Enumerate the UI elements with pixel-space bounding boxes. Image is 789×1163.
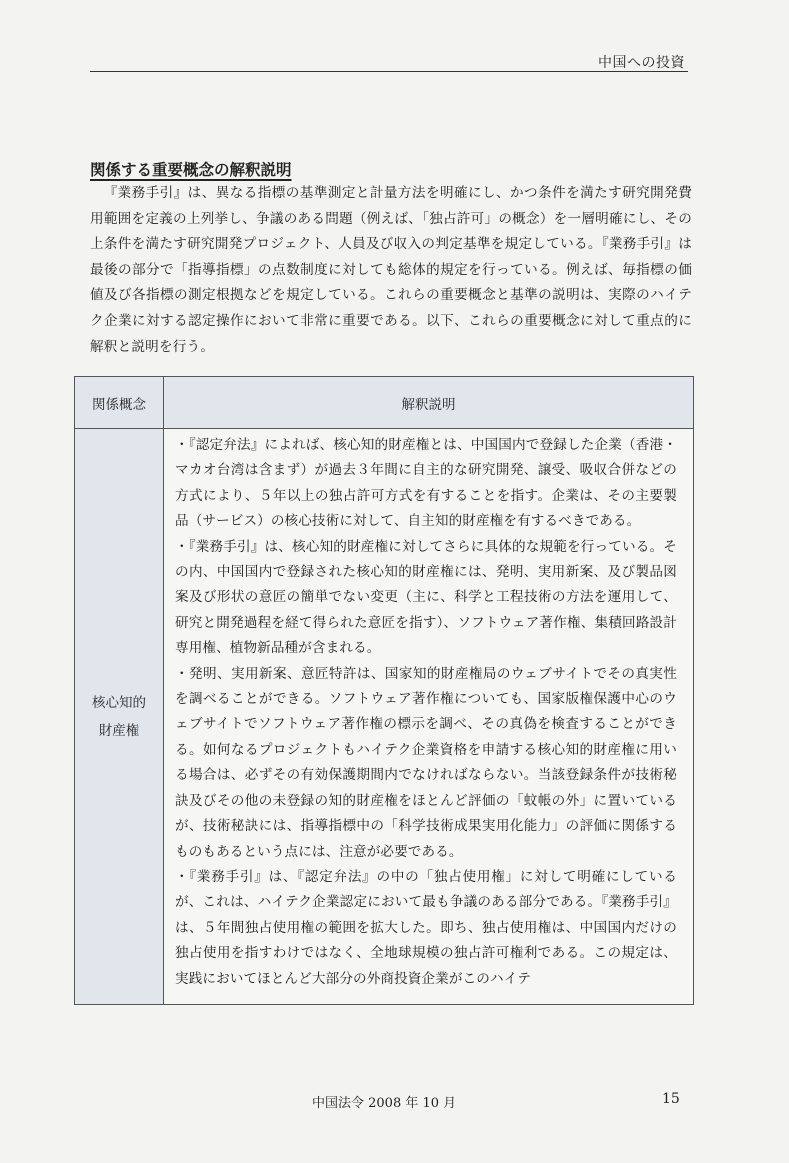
column-header-explanation: 解釈説明 (164, 377, 694, 429)
header-rule (90, 71, 688, 72)
section-heading: 関係する重要概念の解釈説明 (90, 161, 292, 179)
running-header-title: 中国への投資 (598, 55, 685, 71)
intro-paragraph: 『業務手引』は、異なる指標の基準測定と計量方法を明確にし、かつ条件を満たす研究開発費用範囲を定義の上列挙し、争議のある問題（例えば、「独占許可」の概念）を一層明確にし、その上条件を満たす研究開発プロジェクト、人員及び収入の判定基準を規定している。『業務手引』は最後の部分で「指導指標」の点数制度に対しても総体的規定を行っている。例えば、毎指標の価値及び各指標の測定根拠などを規定している。これらの重要概念と基準の説明は、実際のハイテク企業に対する認定操作において非常に重要である。以下、これらの重要概念に対して重点的に解釈と説明を行う。 (90, 185, 692, 355)
table-row (75, 429, 694, 1005)
explanation-bullet-4: ・『業務手引』は、『認定弁法』の中の「独占使用権」に対して明確にしているが、これは、ハイテク企業認定において最も争議のある部分である。『業務手引』は、５年間独占使用権の範囲を拡大した。即ち、独占使用権は、中国国内だけの独占使用を指すわけではなく、全地球規模の独占許可権利である。この規定は、実践においてほとんど大部分の外商投資企業がこのハイテ (175, 868, 677, 987)
explanation-bullet-3: ・発明、実用新案、意匠特許は、国家知的財産権局のウェブサイトでその真実性を調べることができる。ソフトウェア著作権についても、国家版権保護中心のウェブサイトでソフトウェア著作権の標示を調べ、その真偽を検査することができる。如何なるプロジェクトもハイテク企業資格を申請する核心知的財産権に用いる場合は、必ずその有効保護期間内でなければならない。当該登録条件が技術秘訣及びその他の未登録の知的財産権をほとんど評価の「蚊帳の外」に置いているが、技術秘訣には、指導指標中の「科学技術成果実用化能力」の評価に関係するものもあるという点には、注意が必要である。 (175, 665, 677, 860)
concept-cell (75, 429, 164, 1005)
concept-label-line1: 核心知的 (92, 694, 146, 711)
explanation-bullet-1: ・『認定弁法』によれば、核心知的財産権とは、中国国内で登録した企業（香港・マカオ台湾は含まず）が過去３年間に自主的な研究開発、譲受、吸収合併などの方式により、５年以上の独占許可方式を有することを指す。企業は、その主要製品（サービス）の核心技術に対して、自主知的財産権を有するべきである。 (175, 437, 677, 530)
explanation-bullet-2: ・『業務手引』は、核心知的財産権に対してさらに具体的な規範を行っている。その内、中国国内で登録された核心知的財産権には、発明、実用新案、及び製品図案及び形状の意匠の簡単でない変更（主に、科学と工程技術の方法を運用して、研究と開発過程を経て得られた意匠を指す）、ソフトウェア著作権、集積回路設計専用権、植物新品種が含まれる。 (175, 538, 677, 657)
table-header-row (75, 377, 694, 429)
column-header-concept: 関係概念 (75, 377, 164, 429)
concepts-table (74, 376, 694, 1005)
concept-label-line2: 財産権 (98, 722, 140, 739)
page-number: 15 (662, 1091, 680, 1107)
footer-publication: 中国法令 2008 年 10 月 (312, 1096, 457, 1111)
intro-paragraph-block (90, 181, 692, 360)
explanation-cell (164, 429, 694, 1005)
